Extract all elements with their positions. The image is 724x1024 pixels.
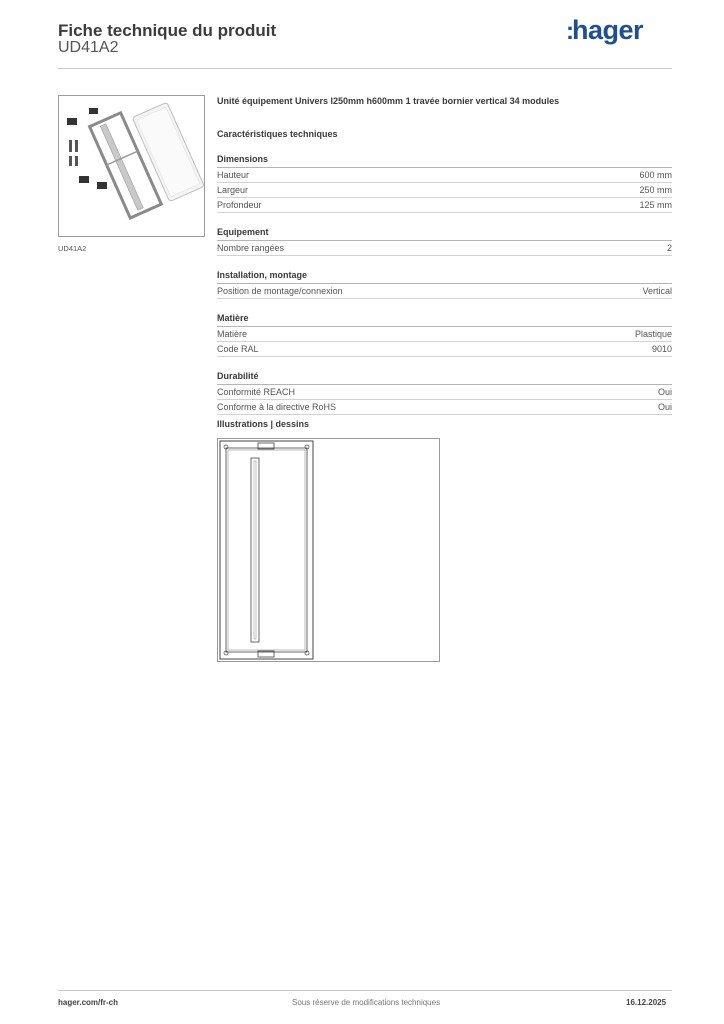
spec-group-title: Dimensions xyxy=(217,154,672,168)
spec-group-material xyxy=(217,313,672,357)
spec-value: 2 xyxy=(666,243,672,253)
spec-value: Oui xyxy=(657,402,672,412)
product-image xyxy=(58,95,205,237)
spec-label: Conformité REACH xyxy=(217,387,296,397)
spec-label: Nombre rangées xyxy=(217,243,285,253)
spec-group-title: Durabilité xyxy=(217,371,672,385)
spec-group-equipment xyxy=(217,227,672,256)
spec-value: 125 mm xyxy=(639,200,672,210)
product-reference: UD41A2 xyxy=(58,39,119,56)
spec-label: Hauteur xyxy=(217,170,250,180)
spec-label: Largeur xyxy=(217,185,249,195)
spec-label: Profondeur xyxy=(217,200,262,210)
product-image-caption: UD41A2 xyxy=(58,244,87,253)
spec-label: Code RAL xyxy=(217,344,259,354)
product-photo-icon xyxy=(59,96,204,236)
spec-value: Vertical xyxy=(642,286,672,296)
spec-value: Oui xyxy=(657,387,672,397)
footer-date: 16.12.2025 xyxy=(626,998,667,1007)
spec-row xyxy=(217,385,672,400)
spec-area xyxy=(217,96,672,415)
logo-text: hager xyxy=(572,15,644,45)
spec-group-title: Matière xyxy=(217,313,672,327)
page-title: Fiche technique du produit xyxy=(58,21,277,40)
spec-group-durability xyxy=(217,371,672,415)
hager-logo xyxy=(566,15,643,46)
footer-divider xyxy=(58,990,672,991)
spec-row xyxy=(217,241,672,256)
spec-value: 9010 xyxy=(651,344,672,354)
spec-group-title: Equipement xyxy=(217,227,672,241)
spec-group-installation xyxy=(217,270,672,299)
spec-value: 600 mm xyxy=(639,170,672,180)
specs-section-title: Caractéristiques techniques xyxy=(217,129,338,139)
enclosure-drawing-icon xyxy=(218,439,439,661)
spec-label: Position de montage/connexion xyxy=(217,286,343,296)
spec-value: 250 mm xyxy=(639,185,672,195)
spec-value: Plastique xyxy=(634,329,672,339)
logo-dots-icon: : xyxy=(566,18,572,45)
product-description: Unité équipement Univers l250mm h600mm 1 travée bornier vertical 34 modules xyxy=(217,96,560,106)
footer-website-link[interactable]: hager.com/fr-ch xyxy=(58,998,119,1007)
spec-label: Conforme à la directive RoHS xyxy=(217,402,337,412)
spec-row xyxy=(217,342,672,357)
spec-row xyxy=(217,327,672,342)
spec-row xyxy=(217,284,672,299)
spec-row xyxy=(217,168,672,183)
spec-row xyxy=(217,400,672,415)
spec-row xyxy=(217,198,672,213)
technical-drawing xyxy=(217,438,440,662)
illustrations-title: Illustrations | dessins xyxy=(217,419,310,429)
spec-group-dimensions xyxy=(217,154,672,213)
spec-row xyxy=(217,183,672,198)
footer-notice: Sous réserve de modifications techniques xyxy=(292,998,441,1007)
spec-label: Matière xyxy=(217,329,248,339)
spec-group-title: Installation, montage xyxy=(217,270,672,284)
header-divider xyxy=(58,68,672,69)
